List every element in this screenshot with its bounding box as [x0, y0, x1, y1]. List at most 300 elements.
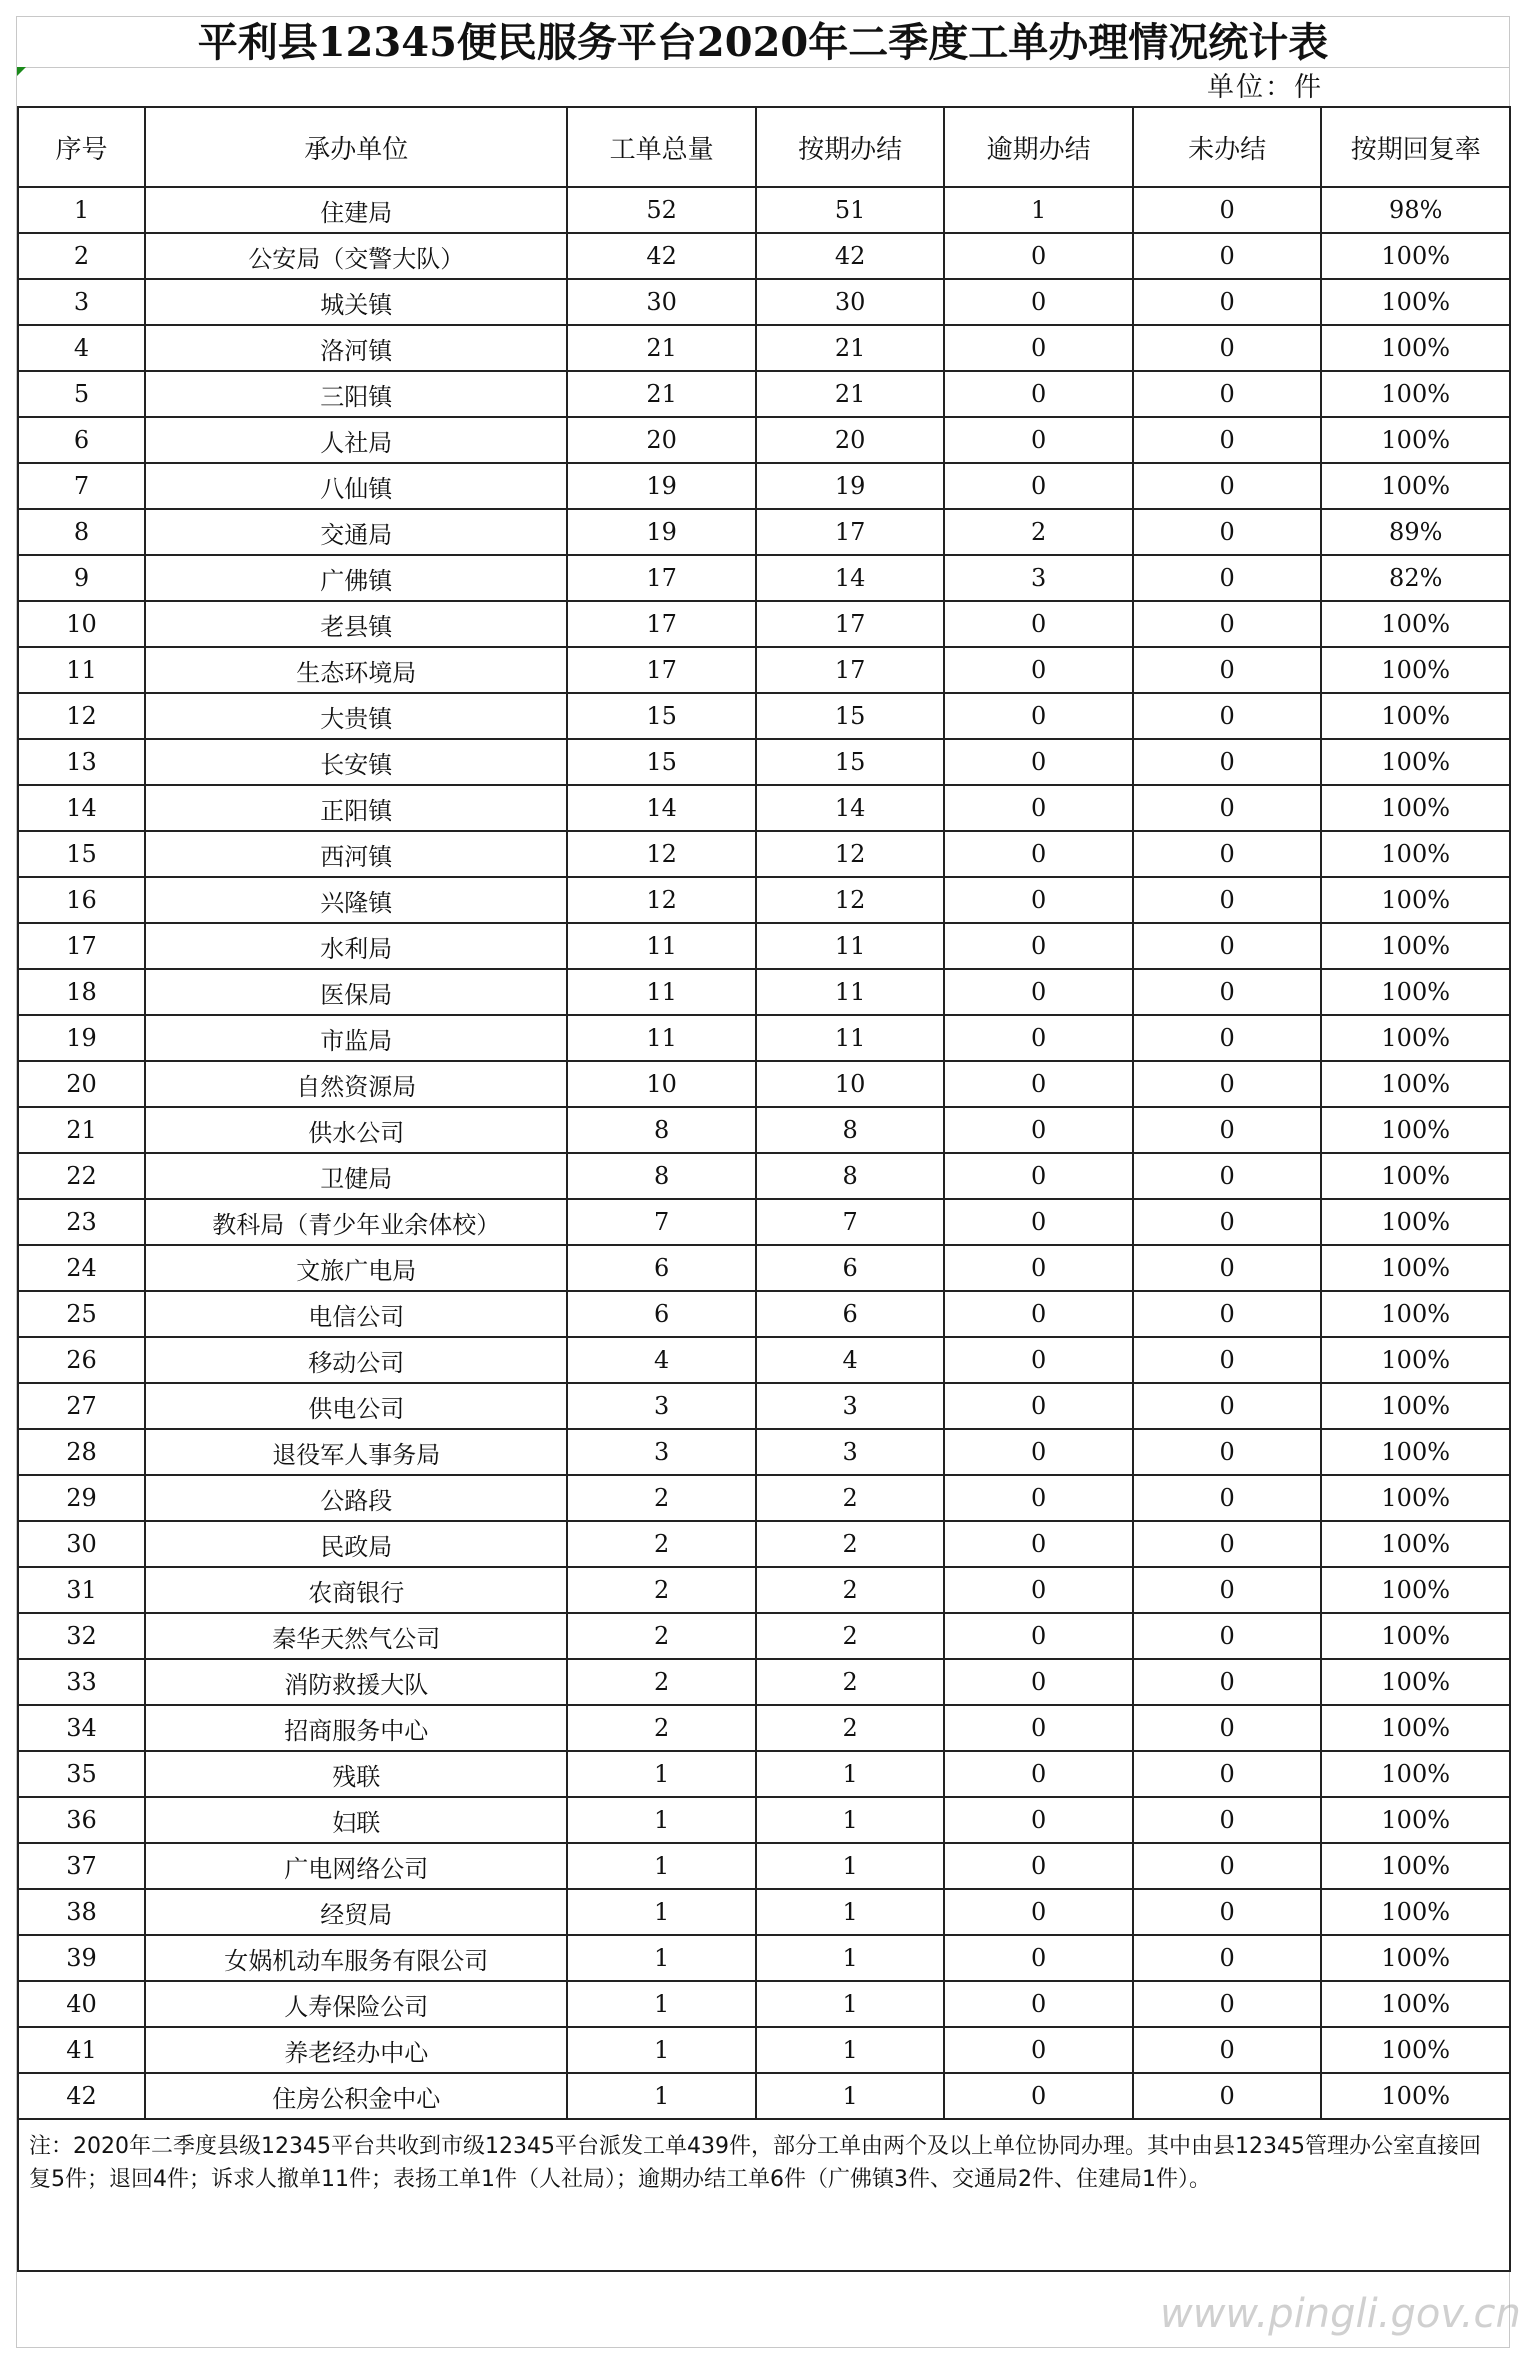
cell-unfinished: 0: [1133, 1015, 1322, 1061]
cell-on-time-rate: 89%: [1321, 509, 1510, 555]
cell-on-time-rate: 100%: [1321, 1291, 1510, 1337]
header-total: 工单总量: [567, 107, 756, 187]
cell-unfinished: 0: [1133, 279, 1322, 325]
cell-index: 27: [18, 1383, 145, 1429]
cell-on-time-rate: 100%: [1321, 1797, 1510, 1843]
table-row: [18, 1797, 1510, 1843]
cell-on-time-rate: 100%: [1321, 877, 1510, 923]
cell-on-time: 7: [756, 1199, 945, 1245]
cell-index: 28: [18, 1429, 145, 1475]
cell-total: 11: [567, 969, 756, 1015]
cell-overdue: 0: [944, 1245, 1133, 1291]
cell-overdue: 0: [944, 2027, 1133, 2073]
cell-unfinished: 0: [1133, 1889, 1322, 1935]
table-row: [18, 2027, 1510, 2073]
cell-unfinished: 0: [1133, 647, 1322, 693]
cell-index: 5: [18, 371, 145, 417]
cell-total: 1: [567, 1889, 756, 1935]
cell-index: 36: [18, 1797, 145, 1843]
cell-on-time-rate: 100%: [1321, 1567, 1510, 1613]
cell-index: 12: [18, 693, 145, 739]
cell-on-time: 1: [756, 1751, 945, 1797]
cell-total: 10: [567, 1061, 756, 1107]
cell-unfinished: 0: [1133, 371, 1322, 417]
cell-overdue: 0: [944, 1751, 1133, 1797]
cell-unfinished: 0: [1133, 923, 1322, 969]
cell-on-time-rate: 100%: [1321, 1199, 1510, 1245]
note-text: 注：2020年二季度县级12345平台共收到市级12345平台派发工单439件，部分工单由两个及以上单位协同办理。其中由县12345管理办公室直接回复5件；退回4件；诉求人撤单11件；表扬工单1件（人社局）；逾期办结工单6件（广佛镇3件、交通局2件、住建局1件）。: [18, 2119, 1510, 2271]
cell-on-time: 12: [756, 831, 945, 877]
cell-on-time: 2: [756, 1613, 945, 1659]
header-index: 序号: [18, 107, 145, 187]
cell-unfinished: 0: [1133, 555, 1322, 601]
cell-unfinished: 0: [1133, 1797, 1322, 1843]
cell-on-time: 2: [756, 1475, 945, 1521]
cell-on-time: 2: [756, 1705, 945, 1751]
cell-on-time: 1: [756, 1797, 945, 1843]
cell-on-time-rate: 100%: [1321, 1475, 1510, 1521]
cell-index: 41: [18, 2027, 145, 2073]
cell-on-time-rate: 100%: [1321, 1429, 1510, 1475]
table-row: [18, 1383, 1510, 1429]
cell-unfinished: 0: [1133, 1843, 1322, 1889]
cell-total: 2: [567, 1613, 756, 1659]
cell-on-time-rate: 100%: [1321, 1337, 1510, 1383]
cell-overdue: 0: [944, 325, 1133, 371]
cell-overdue: 0: [944, 923, 1133, 969]
cell-index: 37: [18, 1843, 145, 1889]
cell-total: 19: [567, 463, 756, 509]
cell-on-time-rate: 100%: [1321, 279, 1510, 325]
cell-total: 3: [567, 1383, 756, 1429]
cell-index: 23: [18, 1199, 145, 1245]
cell-total: 21: [567, 371, 756, 417]
cell-organization: 养老经办中心: [145, 2027, 567, 2073]
cell-overdue: 0: [944, 1613, 1133, 1659]
cell-on-time: 14: [756, 555, 945, 601]
cell-index: 19: [18, 1015, 145, 1061]
cell-organization: 医保局: [145, 969, 567, 1015]
cell-overdue: 3: [944, 555, 1133, 601]
cell-organization: 教科局（青少年业余体校）: [145, 1199, 567, 1245]
cell-overdue: 0: [944, 1843, 1133, 1889]
cell-on-time: 17: [756, 509, 945, 555]
table-row: [18, 785, 1510, 831]
table-row: [18, 1475, 1510, 1521]
cell-total: 11: [567, 923, 756, 969]
cell-on-time: 1: [756, 2073, 945, 2119]
header-on-time: 按期办结: [756, 107, 945, 187]
cell-index: 18: [18, 969, 145, 1015]
cell-index: 24: [18, 1245, 145, 1291]
table-row: [18, 509, 1510, 555]
cell-total: 8: [567, 1107, 756, 1153]
cell-unfinished: 0: [1133, 785, 1322, 831]
cell-organization: 正阳镇: [145, 785, 567, 831]
cell-unfinished: 0: [1133, 601, 1322, 647]
cell-overdue: 0: [944, 2073, 1133, 2119]
cell-organization: 残联: [145, 1751, 567, 1797]
cell-overdue: 0: [944, 1383, 1133, 1429]
cell-on-time: 1: [756, 1935, 945, 1981]
cell-on-time-rate: 100%: [1321, 739, 1510, 785]
cell-total: 21: [567, 325, 756, 371]
cell-on-time: 2: [756, 1567, 945, 1613]
table-row: [18, 647, 1510, 693]
watermark: www.pingli.gov.cn: [1160, 2291, 1521, 2337]
cell-on-time: 8: [756, 1153, 945, 1199]
table-row: [18, 1107, 1510, 1153]
cell-total: 8: [567, 1153, 756, 1199]
cell-on-time-rate: 98%: [1321, 187, 1510, 233]
cell-overdue: 0: [944, 1429, 1133, 1475]
cell-organization: 文旅广电局: [145, 1245, 567, 1291]
cell-overdue: 0: [944, 785, 1133, 831]
cell-unfinished: 0: [1133, 1153, 1322, 1199]
cell-on-time: 3: [756, 1429, 945, 1475]
cell-overdue: 0: [944, 463, 1133, 509]
cell-unfinished: 0: [1133, 2073, 1322, 2119]
cell-index: 4: [18, 325, 145, 371]
cell-total: 2: [567, 1521, 756, 1567]
header-unfinished: 未办结: [1133, 107, 1322, 187]
cell-on-time-rate: 100%: [1321, 693, 1510, 739]
cell-unfinished: 0: [1133, 1981, 1322, 2027]
cell-total: 12: [567, 877, 756, 923]
cell-organization: 生态环境局: [145, 647, 567, 693]
table-row: [18, 1153, 1510, 1199]
cell-index: 14: [18, 785, 145, 831]
cell-organization: 住建局: [145, 187, 567, 233]
cell-on-time-rate: 100%: [1321, 1153, 1510, 1199]
cell-overdue: 0: [944, 279, 1133, 325]
cell-on-time-rate: 100%: [1321, 463, 1510, 509]
cell-on-time-rate: 82%: [1321, 555, 1510, 601]
cell-unfinished: 0: [1133, 1659, 1322, 1705]
cell-organization: 洛河镇: [145, 325, 567, 371]
cell-unfinished: 0: [1133, 509, 1322, 555]
cell-overdue: 0: [944, 1889, 1133, 1935]
page-title: 平利县12345便民服务平台2020年二季度工单办理情况统计表: [17, 17, 1509, 68]
cell-on-time-rate: 100%: [1321, 233, 1510, 279]
cell-unfinished: 0: [1133, 1475, 1322, 1521]
cell-overdue: 0: [944, 417, 1133, 463]
cell-total: 2: [567, 1475, 756, 1521]
cell-organization: 人社局: [145, 417, 567, 463]
cell-index: 22: [18, 1153, 145, 1199]
cell-organization: 移动公司: [145, 1337, 567, 1383]
cell-overdue: 0: [944, 1935, 1133, 1981]
cell-index: 7: [18, 463, 145, 509]
cell-index: 17: [18, 923, 145, 969]
cell-total: 17: [567, 601, 756, 647]
cell-index: 2: [18, 233, 145, 279]
table-row: [18, 325, 1510, 371]
header-organization: 承办单位: [145, 107, 567, 187]
cell-on-time-rate: 100%: [1321, 1889, 1510, 1935]
cell-on-time-rate: 100%: [1321, 1107, 1510, 1153]
unit-row: [17, 68, 1509, 106]
cell-index: 33: [18, 1659, 145, 1705]
cell-organization: 公路段: [145, 1475, 567, 1521]
cell-on-time-rate: 100%: [1321, 969, 1510, 1015]
cell-unfinished: 0: [1133, 969, 1322, 1015]
cell-on-time-rate: 100%: [1321, 1015, 1510, 1061]
cell-organization: 人寿保险公司: [145, 1981, 567, 2027]
cell-unfinished: 0: [1133, 417, 1322, 463]
cell-organization: 经贸局: [145, 1889, 567, 1935]
cell-on-time: 21: [756, 325, 945, 371]
cell-unfinished: 0: [1133, 1245, 1322, 1291]
cell-organization: 消防救援大队: [145, 1659, 567, 1705]
cell-index: 9: [18, 555, 145, 601]
cell-on-time-rate: 100%: [1321, 1659, 1510, 1705]
cell-overdue: 0: [944, 647, 1133, 693]
cell-unfinished: 0: [1133, 325, 1322, 371]
cell-organization: 广电网络公司: [145, 1843, 567, 1889]
cell-overdue: 0: [944, 1659, 1133, 1705]
cell-unfinished: 0: [1133, 1337, 1322, 1383]
cell-index: 30: [18, 1521, 145, 1567]
cell-index: 15: [18, 831, 145, 877]
cell-organization: 广佛镇: [145, 555, 567, 601]
table-row: [18, 1015, 1510, 1061]
cell-on-time: 30: [756, 279, 945, 325]
cell-on-time-rate: 100%: [1321, 1245, 1510, 1291]
cell-index: 1: [18, 187, 145, 233]
table-row: [18, 371, 1510, 417]
cell-index: 11: [18, 647, 145, 693]
table-row: [18, 1521, 1510, 1567]
cell-on-time-rate: 100%: [1321, 1521, 1510, 1567]
cell-index: 8: [18, 509, 145, 555]
cell-overdue: 0: [944, 1061, 1133, 1107]
cell-overdue: 0: [944, 1797, 1133, 1843]
cell-organization: 长安镇: [145, 739, 567, 785]
cell-total: 1: [567, 1797, 756, 1843]
cell-total: 17: [567, 555, 756, 601]
cell-on-time: 14: [756, 785, 945, 831]
cell-overdue: 0: [944, 1015, 1133, 1061]
cell-total: 6: [567, 1291, 756, 1337]
cell-on-time: 15: [756, 693, 945, 739]
cell-index: 38: [18, 1889, 145, 1935]
cell-on-time: 1: [756, 1843, 945, 1889]
cell-unfinished: 0: [1133, 1199, 1322, 1245]
cell-index: 42: [18, 2073, 145, 2119]
cell-on-time: 1: [756, 2027, 945, 2073]
cell-on-time-rate: 100%: [1321, 1061, 1510, 1107]
table-row: [18, 1843, 1510, 1889]
cell-on-time: 12: [756, 877, 945, 923]
cell-on-time-rate: 100%: [1321, 325, 1510, 371]
cell-index: 16: [18, 877, 145, 923]
table-row: [18, 923, 1510, 969]
header-on-time-rate: 按期回复率: [1321, 107, 1510, 187]
cell-unfinished: 0: [1133, 1429, 1322, 1475]
cell-unfinished: 0: [1133, 831, 1322, 877]
table-row: [18, 739, 1510, 785]
cell-on-time: 20: [756, 417, 945, 463]
cell-overdue: 0: [944, 1337, 1133, 1383]
cell-unfinished: 0: [1133, 2027, 1322, 2073]
cell-organization: 退役军人事务局: [145, 1429, 567, 1475]
cell-unfinished: 0: [1133, 1061, 1322, 1107]
cell-on-time-rate: 100%: [1321, 2027, 1510, 2073]
cell-on-time-rate: 100%: [1321, 1705, 1510, 1751]
table-row: [18, 1935, 1510, 1981]
cell-index: 3: [18, 279, 145, 325]
cell-overdue: 0: [944, 1521, 1133, 1567]
cell-organization: 八仙镇: [145, 463, 567, 509]
cell-on-time: 8: [756, 1107, 945, 1153]
unit-label: 单位：件: [1207, 72, 1323, 103]
cell-organization: 交通局: [145, 509, 567, 555]
cell-index: 6: [18, 417, 145, 463]
cell-total: 20: [567, 417, 756, 463]
cell-on-time: 1: [756, 1889, 945, 1935]
table-row: [18, 555, 1510, 601]
cell-on-time-rate: 100%: [1321, 601, 1510, 647]
cell-on-time-rate: 100%: [1321, 831, 1510, 877]
cell-unfinished: 0: [1133, 1521, 1322, 1567]
cell-organization: 女娲机动车服务有限公司: [145, 1935, 567, 1981]
cell-overdue: 0: [944, 1153, 1133, 1199]
cell-total: 3: [567, 1429, 756, 1475]
cell-on-time: 1: [756, 1981, 945, 2027]
cell-total: 19: [567, 509, 756, 555]
table-row: [18, 1981, 1510, 2027]
cell-on-time: 42: [756, 233, 945, 279]
cell-overdue: 0: [944, 831, 1133, 877]
cell-index: 39: [18, 1935, 145, 1981]
cell-total: 15: [567, 739, 756, 785]
cell-overdue: 0: [944, 371, 1133, 417]
cell-total: 42: [567, 233, 756, 279]
cell-total: 1: [567, 1981, 756, 2027]
cell-index: 40: [18, 1981, 145, 2027]
cell-overdue: 0: [944, 1705, 1133, 1751]
cell-organization: 兴隆镇: [145, 877, 567, 923]
table-row: [18, 1291, 1510, 1337]
cell-unfinished: 0: [1133, 693, 1322, 739]
cell-on-time: 11: [756, 1015, 945, 1061]
cell-total: 1: [567, 2073, 756, 2119]
table-row: [18, 187, 1510, 233]
cell-index: 10: [18, 601, 145, 647]
cell-overdue: 0: [944, 233, 1133, 279]
cell-unfinished: 0: [1133, 1383, 1322, 1429]
cell-overdue: 0: [944, 601, 1133, 647]
cell-index: 35: [18, 1751, 145, 1797]
cell-organization: 西河镇: [145, 831, 567, 877]
table-row: [18, 601, 1510, 647]
cell-unfinished: 0: [1133, 463, 1322, 509]
cell-total: 15: [567, 693, 756, 739]
cell-on-time: 11: [756, 969, 945, 1015]
cell-total: 30: [567, 279, 756, 325]
table-row: [18, 1245, 1510, 1291]
cell-index: 29: [18, 1475, 145, 1521]
table-body: [18, 187, 1510, 2119]
cell-overdue: 0: [944, 693, 1133, 739]
cell-organization: 秦华天然气公司: [145, 1613, 567, 1659]
cell-organization: 招商服务中心: [145, 1705, 567, 1751]
cell-index: 26: [18, 1337, 145, 1383]
cell-on-time-rate: 100%: [1321, 1843, 1510, 1889]
cell-on-time: 4: [756, 1337, 945, 1383]
cell-index: 34: [18, 1705, 145, 1751]
cell-overdue: 0: [944, 969, 1133, 1015]
cell-on-time: 6: [756, 1291, 945, 1337]
cell-overdue: 0: [944, 877, 1133, 923]
cell-on-time-rate: 100%: [1321, 785, 1510, 831]
table-row: [18, 1659, 1510, 1705]
cell-total: 6: [567, 1245, 756, 1291]
cell-overdue: 1: [944, 187, 1133, 233]
cell-index: 31: [18, 1567, 145, 1613]
cell-overdue: 0: [944, 1291, 1133, 1337]
cell-organization: 大贵镇: [145, 693, 567, 739]
cell-on-time: 2: [756, 1521, 945, 1567]
table-row: [18, 1337, 1510, 1383]
table-row: [18, 1567, 1510, 1613]
cell-total: 1: [567, 1935, 756, 1981]
cell-total: 2: [567, 1659, 756, 1705]
cell-organization: 城关镇: [145, 279, 567, 325]
cell-on-time: 15: [756, 739, 945, 785]
table-row: [18, 877, 1510, 923]
table-row: [18, 2073, 1510, 2119]
cell-overdue: 0: [944, 1107, 1133, 1153]
cell-on-time-rate: 100%: [1321, 1383, 1510, 1429]
cell-index: 32: [18, 1613, 145, 1659]
cell-on-time-rate: 100%: [1321, 1935, 1510, 1981]
cell-on-time: 3: [756, 1383, 945, 1429]
cell-unfinished: 0: [1133, 1567, 1322, 1613]
cell-total: 1: [567, 1751, 756, 1797]
table-row: [18, 1751, 1510, 1797]
cell-total: 4: [567, 1337, 756, 1383]
cell-overdue: 2: [944, 509, 1133, 555]
note-row: [18, 2119, 1510, 2271]
table-row: [18, 1613, 1510, 1659]
cell-unfinished: 0: [1133, 877, 1322, 923]
cell-organization: 妇联: [145, 1797, 567, 1843]
cell-on-time-rate: 100%: [1321, 371, 1510, 417]
cell-total: 2: [567, 1567, 756, 1613]
spreadsheet: [16, 16, 1521, 2348]
cell-index: 25: [18, 1291, 145, 1337]
cell-overdue: 0: [944, 739, 1133, 785]
cell-total: 2: [567, 1705, 756, 1751]
cell-overdue: 0: [944, 1981, 1133, 2027]
header-overdue: 逾期办结: [944, 107, 1133, 187]
cell-total: 1: [567, 1843, 756, 1889]
cell-organization: 供电公司: [145, 1383, 567, 1429]
cell-overdue: 0: [944, 1199, 1133, 1245]
cell-index: 13: [18, 739, 145, 785]
cell-total: 11: [567, 1015, 756, 1061]
cell-on-time: 19: [756, 463, 945, 509]
table-row: [18, 279, 1510, 325]
statistics-table: [17, 106, 1511, 2272]
header-row: [18, 107, 1510, 187]
table-row: [18, 1061, 1510, 1107]
cell-total: 52: [567, 187, 756, 233]
cell-on-time: 51: [756, 187, 945, 233]
cell-unfinished: 0: [1133, 1705, 1322, 1751]
